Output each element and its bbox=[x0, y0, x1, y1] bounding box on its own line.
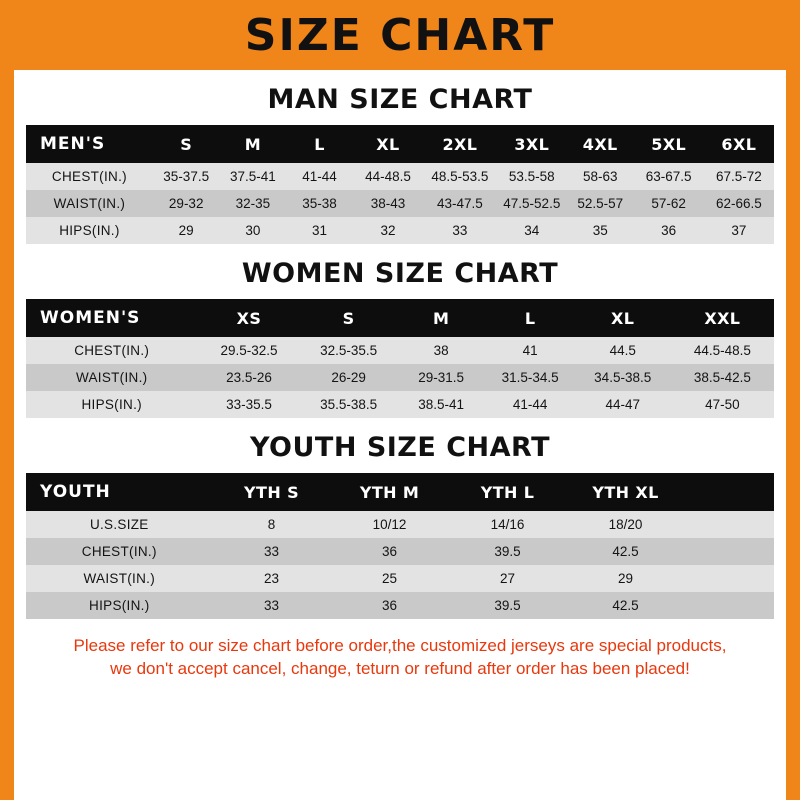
column-header: L bbox=[286, 125, 353, 163]
section-title-youth: YOUTH SIZE CHART bbox=[249, 432, 551, 463]
cell: 10/12 bbox=[331, 511, 449, 538]
cell: 39.5 bbox=[449, 538, 567, 565]
youth-size-table bbox=[26, 473, 774, 619]
cell: 23.5-26 bbox=[197, 364, 300, 391]
column-header: YOUTH bbox=[26, 473, 213, 511]
cell: 38.5-42.5 bbox=[671, 364, 774, 391]
content bbox=[14, 84, 786, 681]
table-row bbox=[26, 391, 774, 418]
man-size-table bbox=[26, 125, 774, 244]
column-header: YTH XL bbox=[567, 473, 685, 511]
cell: 44-48.5 bbox=[353, 163, 423, 190]
row-label: U.S.SIZE bbox=[26, 511, 213, 538]
column-header: XS bbox=[197, 299, 300, 337]
cell: 33-35.5 bbox=[197, 391, 300, 418]
column-header-spacer bbox=[685, 473, 774, 511]
cell-spacer bbox=[685, 565, 774, 592]
table-row bbox=[26, 538, 774, 565]
section-title-man: MAN SIZE CHART bbox=[267, 84, 533, 115]
cell: 53.5-58 bbox=[497, 163, 567, 190]
cell: 33 bbox=[423, 217, 497, 244]
table-row bbox=[26, 511, 774, 538]
cell: 43-47.5 bbox=[423, 190, 497, 217]
cell: 48.5-53.5 bbox=[423, 163, 497, 190]
table-header-row bbox=[26, 473, 774, 511]
table-row bbox=[26, 364, 774, 391]
cell: 23 bbox=[213, 565, 331, 592]
cell: 38 bbox=[397, 337, 486, 364]
cell: 33 bbox=[213, 592, 331, 619]
column-header: WOMEN'S bbox=[26, 299, 197, 337]
cell: 30 bbox=[220, 217, 287, 244]
cell: 31.5-34.5 bbox=[486, 364, 575, 391]
column-header: L bbox=[486, 299, 575, 337]
cell: 41-44 bbox=[286, 163, 353, 190]
cell: 26-29 bbox=[301, 364, 397, 391]
column-header: S bbox=[301, 299, 397, 337]
cell: 32.5-35.5 bbox=[301, 337, 397, 364]
column-header: MEN'S bbox=[26, 125, 153, 163]
column-header: M bbox=[397, 299, 486, 337]
row-label: WAIST(IN.) bbox=[26, 565, 213, 592]
cell: 38-43 bbox=[353, 190, 423, 217]
column-header: S bbox=[153, 125, 220, 163]
cell: 38.5-41 bbox=[397, 391, 486, 418]
section-youth bbox=[26, 432, 774, 619]
cell: 63-67.5 bbox=[634, 163, 704, 190]
cell: 27 bbox=[449, 565, 567, 592]
cell: 29 bbox=[153, 217, 220, 244]
cell: 32 bbox=[353, 217, 423, 244]
table-header-row bbox=[26, 125, 774, 163]
cell: 8 bbox=[213, 511, 331, 538]
cell: 58-63 bbox=[567, 163, 634, 190]
column-header: XL bbox=[575, 299, 671, 337]
cell: 31 bbox=[286, 217, 353, 244]
cell-spacer bbox=[685, 538, 774, 565]
notice-line-1: Please refer to our size chart before order,the customized jerseys are special products, bbox=[73, 636, 727, 655]
cell: 44.5-48.5 bbox=[671, 337, 774, 364]
notice-line-2: we don't accept cancel, change, teturn or refund after order has been placed! bbox=[110, 658, 690, 678]
table-row bbox=[26, 217, 774, 244]
cell: 29-32 bbox=[153, 190, 220, 217]
row-label: CHEST(IN.) bbox=[26, 163, 153, 190]
row-label: WAIST(IN.) bbox=[26, 190, 153, 217]
section-women bbox=[26, 258, 774, 418]
table-row bbox=[26, 190, 774, 217]
row-label: HIPS(IN.) bbox=[26, 217, 153, 244]
table-header-row bbox=[26, 299, 774, 337]
women-size-table bbox=[26, 299, 774, 418]
cell: 35-38 bbox=[286, 190, 353, 217]
row-label: HIPS(IN.) bbox=[26, 391, 197, 418]
row-label: WAIST(IN.) bbox=[26, 364, 197, 391]
cell-spacer bbox=[685, 511, 774, 538]
cell: 57-62 bbox=[634, 190, 704, 217]
column-header: YTH L bbox=[449, 473, 567, 511]
cell: 52.5-57 bbox=[567, 190, 634, 217]
column-header: 6XL bbox=[704, 125, 774, 163]
cell: 62-66.5 bbox=[704, 190, 774, 217]
column-header: M bbox=[220, 125, 287, 163]
cell: 33 bbox=[213, 538, 331, 565]
cell-spacer bbox=[685, 592, 774, 619]
column-header: 2XL bbox=[423, 125, 497, 163]
cell: 14/16 bbox=[449, 511, 567, 538]
cell: 32-35 bbox=[220, 190, 287, 217]
section-title-women: WOMEN SIZE CHART bbox=[241, 258, 559, 289]
cell: 35 bbox=[567, 217, 634, 244]
column-header: 3XL bbox=[497, 125, 567, 163]
cell: 42.5 bbox=[567, 592, 685, 619]
cell: 35.5-38.5 bbox=[301, 391, 397, 418]
cell: 47.5-52.5 bbox=[497, 190, 567, 217]
cell: 37 bbox=[704, 217, 774, 244]
column-header: 4XL bbox=[567, 125, 634, 163]
column-header: XL bbox=[353, 125, 423, 163]
cell: 18/20 bbox=[567, 511, 685, 538]
cell: 25 bbox=[331, 565, 449, 592]
order-notice bbox=[26, 635, 774, 681]
column-header: XXL bbox=[671, 299, 774, 337]
page-title: SIZE CHART bbox=[244, 9, 556, 61]
row-label: HIPS(IN.) bbox=[26, 592, 213, 619]
cell: 44.5 bbox=[575, 337, 671, 364]
cell: 41 bbox=[486, 337, 575, 364]
table-row bbox=[26, 565, 774, 592]
column-header: 5XL bbox=[634, 125, 704, 163]
cell: 47-50 bbox=[671, 391, 774, 418]
cell: 29-31.5 bbox=[397, 364, 486, 391]
cell: 37.5-41 bbox=[220, 163, 287, 190]
table-row bbox=[26, 592, 774, 619]
cell: 36 bbox=[634, 217, 704, 244]
cell: 35-37.5 bbox=[153, 163, 220, 190]
cell: 29.5-32.5 bbox=[197, 337, 300, 364]
column-header: YTH S bbox=[213, 473, 331, 511]
cell: 29 bbox=[567, 565, 685, 592]
column-header: YTH M bbox=[331, 473, 449, 511]
cell: 44-47 bbox=[575, 391, 671, 418]
cell: 36 bbox=[331, 538, 449, 565]
cell: 41-44 bbox=[486, 391, 575, 418]
cell: 34 bbox=[497, 217, 567, 244]
row-label: CHEST(IN.) bbox=[26, 337, 197, 364]
cell: 42.5 bbox=[567, 538, 685, 565]
table-row bbox=[26, 163, 774, 190]
cell: 67.5-72 bbox=[704, 163, 774, 190]
table-row bbox=[26, 337, 774, 364]
cell: 36 bbox=[331, 592, 449, 619]
banner bbox=[0, 0, 800, 70]
cell: 39.5 bbox=[449, 592, 567, 619]
section-man bbox=[26, 84, 774, 244]
cell: 34.5-38.5 bbox=[575, 364, 671, 391]
row-label: CHEST(IN.) bbox=[26, 538, 213, 565]
